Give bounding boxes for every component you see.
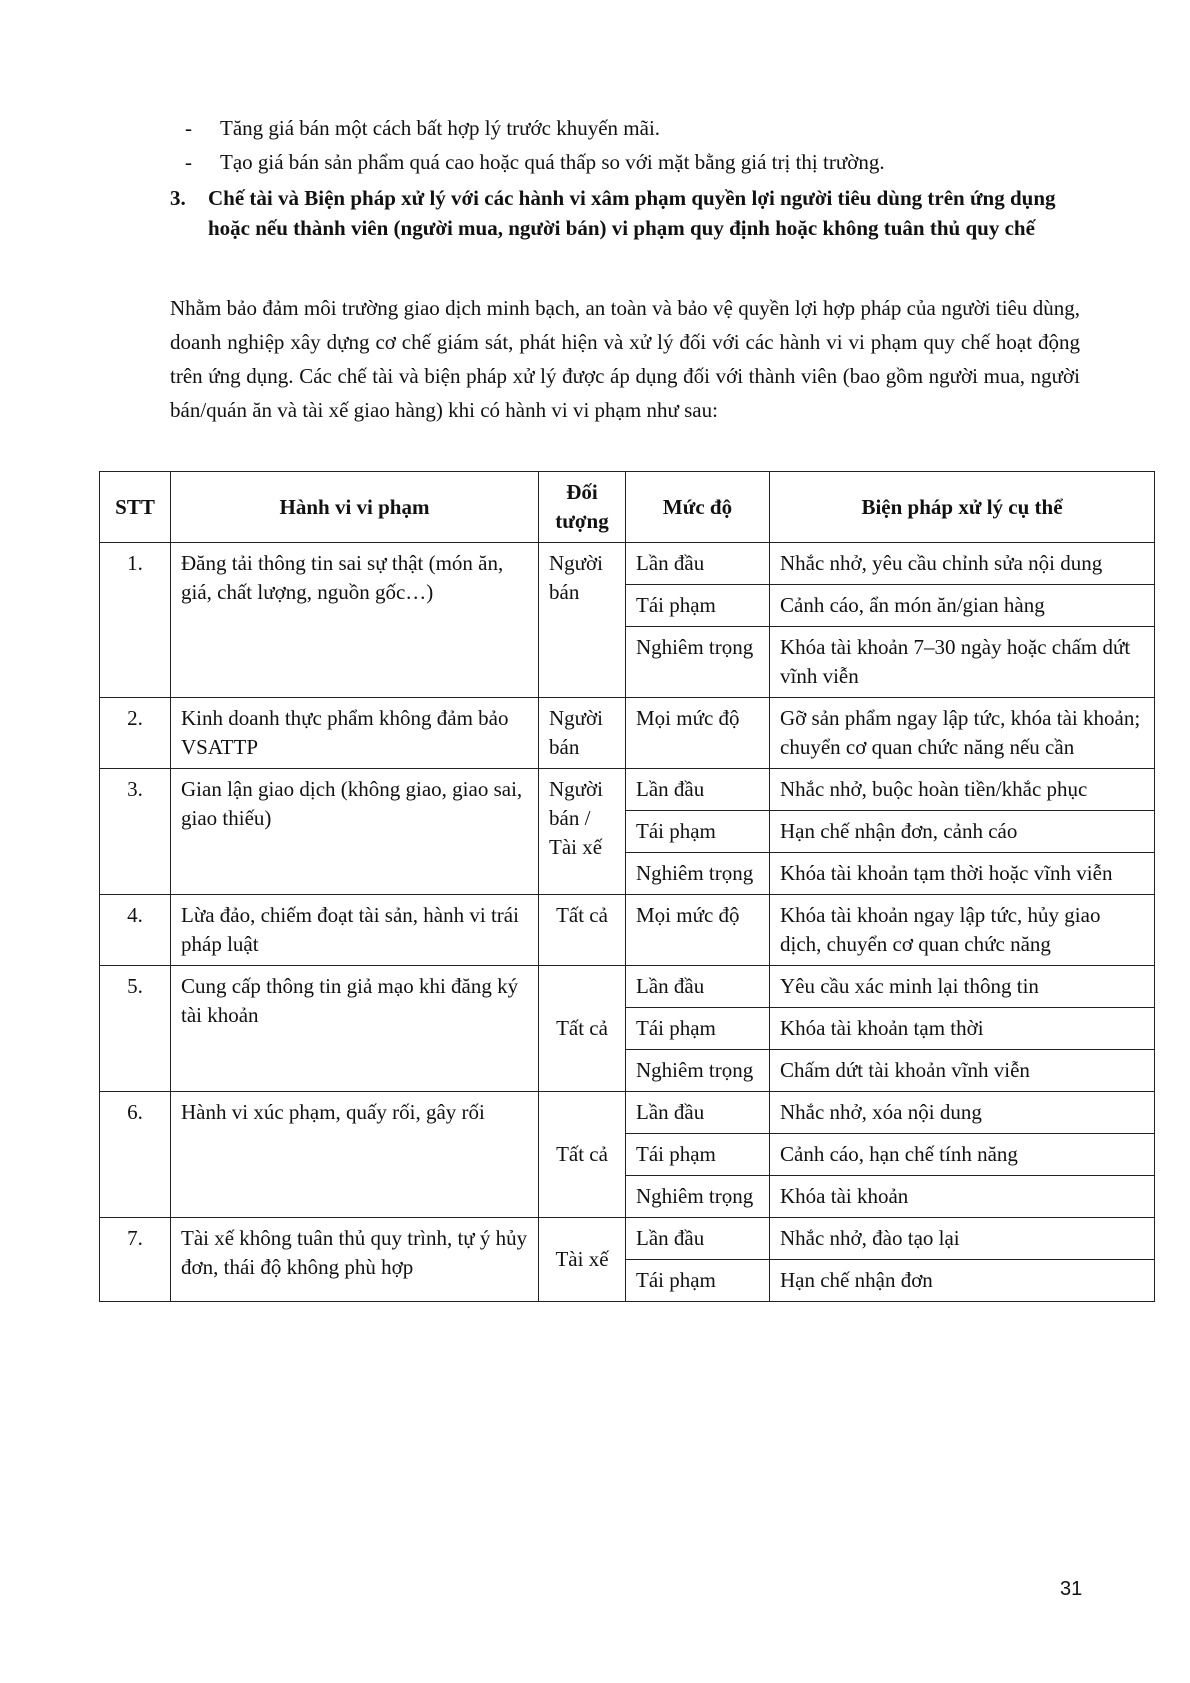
cell-level: Nghiêm trọng	[626, 1050, 770, 1092]
cell-level: Nghiêm trọng	[626, 627, 770, 698]
cell-stt: 5.	[100, 966, 171, 1092]
bullet-text: Tạo giá bán sản phẩm quá cao hoặc quá thấp so với mặt bằng giá trị thị trường.	[220, 150, 885, 174]
cell-behavior: Gian lận giao dịch (không giao, giao sai, giao thiếu)	[171, 769, 539, 895]
section-title: Chế tài và Biện pháp xử lý với các hành vi xâm phạm quyền lợi người tiêu dùng trên ứng dụng hoặc nếu thành viên (người mua, người bán) vi phạm quy định hoặc không tuân thủ quy chế	[208, 186, 1056, 240]
cell-target: Tất cả	[539, 966, 626, 1092]
cell-measure: Cảnh cáo, hạn chế tính năng	[770, 1134, 1155, 1176]
cell-level: Lần đầu	[626, 1092, 770, 1134]
cell-target: Tất cả	[539, 1092, 626, 1218]
table-row	[100, 1092, 1155, 1134]
header-behavior: Hành vi vi phạm	[171, 472, 539, 543]
cell-level: Tái phạm	[626, 811, 770, 853]
cell-measure: Hạn chế nhận đơn	[770, 1260, 1155, 1302]
cell-level: Mọi mức độ	[626, 895, 770, 966]
cell-behavior: Lừa đảo, chiếm đoạt tài sản, hành vi trái pháp luật	[171, 895, 539, 966]
cell-behavior: Đăng tải thông tin sai sự thật (món ăn, giá, chất lượng, nguồn gốc…)	[171, 543, 539, 698]
cell-stt: 3.	[100, 769, 171, 895]
bullet-marker: -	[185, 150, 192, 174]
table-row	[100, 895, 1155, 966]
cell-measure: Hạn chế nhận đơn, cảnh cáo	[770, 811, 1155, 853]
cell-level: Nghiêm trọng	[626, 853, 770, 895]
table-row	[100, 543, 1155, 585]
cell-level: Lần đầu	[626, 543, 770, 585]
cell-measure: Khóa tài khoản 7–30 ngày hoặc chấm dứt vĩnh viễn	[770, 627, 1155, 698]
table-row	[100, 698, 1155, 769]
bullet-marker: -	[185, 116, 192, 140]
cell-measure: Khóa tài khoản	[770, 1176, 1155, 1218]
cell-behavior: Hành vi xúc phạm, quấy rối, gây rối	[171, 1092, 539, 1218]
cell-level: Tái phạm	[626, 1260, 770, 1302]
cell-level: Lần đầu	[626, 1218, 770, 1260]
table-row	[100, 769, 1155, 811]
header-target: Đối tượng	[539, 472, 626, 543]
section-number: 3.	[170, 186, 186, 210]
cell-stt: 2.	[100, 698, 171, 769]
cell-measure: Nhắc nhở, yêu cầu chỉnh sửa nội dung	[770, 543, 1155, 585]
cell-target: Tất cả	[539, 895, 626, 966]
header-stt: STT	[100, 472, 171, 543]
cell-measure: Nhắc nhở, đào tạo lại	[770, 1218, 1155, 1260]
cell-measure: Chấm dứt tài khoản vĩnh viễn	[770, 1050, 1155, 1092]
cell-measure: Nhắc nhở, buộc hoàn tiền/khắc phục	[770, 769, 1155, 811]
table-row	[100, 966, 1155, 1008]
cell-target: Người bán	[539, 543, 626, 698]
cell-measure: Gỡ sản phẩm ngay lập tức, khóa tài khoản; chuyển cơ quan chức năng nếu cần	[770, 698, 1155, 769]
bullet-text: Tăng giá bán một cách bất hợp lý trước khuyến mãi.	[220, 116, 661, 140]
cell-behavior: Tài xế không tuân thủ quy trình, tự ý hủy đơn, thái độ không phù hợp	[171, 1218, 539, 1302]
cell-level: Lần đầu	[626, 966, 770, 1008]
cell-target: Người bán / Tài xế	[539, 769, 626, 895]
cell-stt: 6.	[100, 1092, 171, 1218]
violations-table	[99, 471, 1155, 1302]
cell-level: Tái phạm	[626, 1134, 770, 1176]
cell-stt: 4.	[100, 895, 171, 966]
cell-measure: Khóa tài khoản tạm thời hoặc vĩnh viễn	[770, 853, 1155, 895]
intro-paragraph: Nhằm bảo đảm môi trường giao dịch minh bạch, an toàn và bảo vệ quyền lợi hợp pháp của người tiêu dùng, doanh nghiệp xây dựng cơ chế giám sát, phát hiện và xử lý đối với các hành vi vi phạm quy chế hoạt động trên ứng dụng. Các chế tài và biện pháp xử lý được áp dụng đối với thành viên (bao gồm người mua, người bán/quán ăn và tài xế giao hàng) khi có hành vi vi phạm như sau:	[170, 296, 1080, 422]
cell-level: Tái phạm	[626, 1008, 770, 1050]
cell-level: Tái phạm	[626, 585, 770, 627]
cell-level: Nghiêm trọng	[626, 1176, 770, 1218]
table-row	[100, 1218, 1155, 1260]
cell-behavior: Cung cấp thông tin giả mạo khi đăng ký tài khoản	[171, 966, 539, 1092]
page-number: 31	[1060, 1578, 1083, 1600]
cell-level: Lần đầu	[626, 769, 770, 811]
cell-target: Người bán	[539, 698, 626, 769]
cell-level: Mọi mức độ	[626, 698, 770, 769]
cell-measure: Nhắc nhở, xóa nội dung	[770, 1092, 1155, 1134]
cell-measure: Cảnh cáo, ẩn món ăn/gian hàng	[770, 585, 1155, 627]
cell-measure: Yêu cầu xác minh lại thông tin	[770, 966, 1155, 1008]
cell-stt: 1.	[100, 543, 171, 698]
table-header-row	[100, 472, 1155, 543]
cell-target: Tài xế	[539, 1218, 626, 1302]
cell-behavior: Kinh doanh thực phẩm không đảm bảo VSATTP	[171, 698, 539, 769]
header-level: Mức độ	[626, 472, 770, 543]
cell-measure: Khóa tài khoản tạm thời	[770, 1008, 1155, 1050]
cell-measure: Khóa tài khoản ngay lập tức, hủy giao dịch, chuyển cơ quan chức năng	[770, 895, 1155, 966]
cell-stt: 7.	[100, 1218, 171, 1302]
header-measure: Biện pháp xử lý cụ thể	[770, 472, 1155, 543]
